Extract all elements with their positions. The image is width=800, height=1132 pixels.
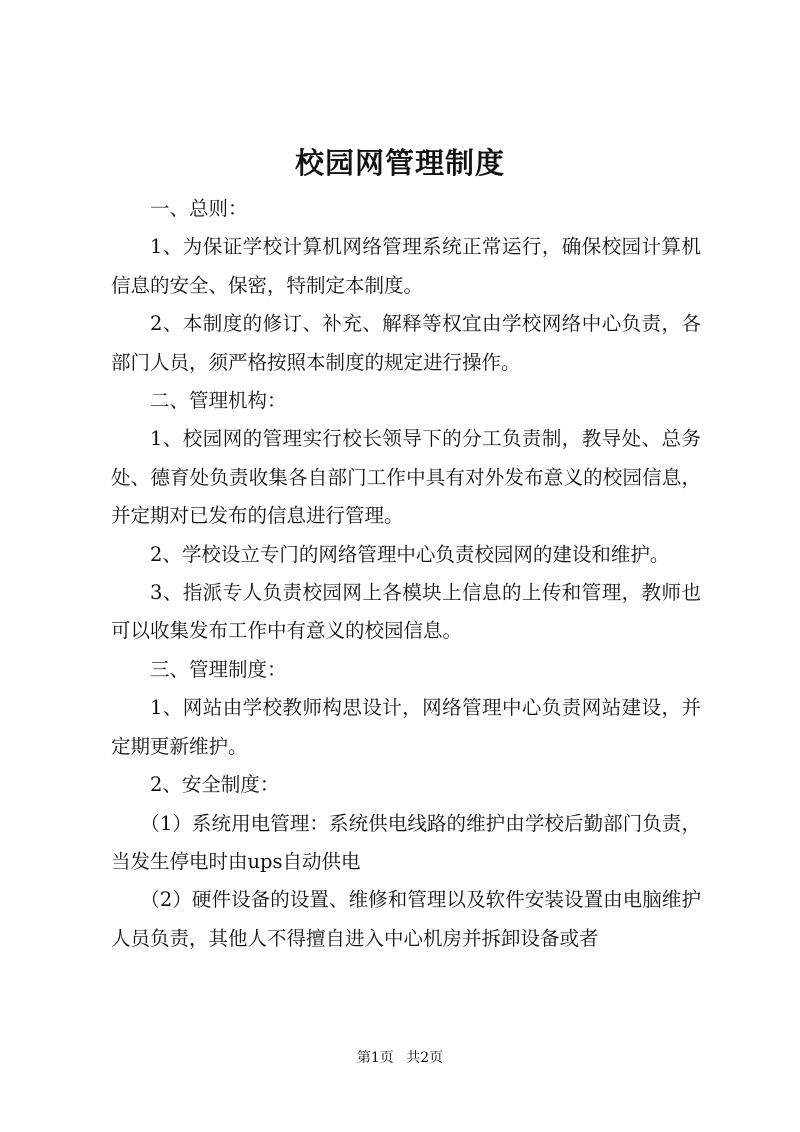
paragraph: 2、学校设立专门的网络管理中心负责校园网的建设和维护。	[150, 542, 670, 566]
page-total: 共2页	[406, 1050, 444, 1066]
paragraph: 3、指派专人负责校园网上各模块上信息的上传和管理，教师也可以收集发布工作中有意义的校园信息。	[111, 581, 701, 643]
paragraph: 2、安全制度：	[150, 773, 280, 797]
paragraph: 1、为保证学校计算机网络管理系统正常运行，确保校园计算机信息的安全、保密，特制定本制度。	[111, 235, 701, 297]
document-body	[111, 190, 701, 958]
section-heading-organization: 二、管理机构：	[150, 389, 287, 413]
page-footer	[0, 1048, 800, 1068]
section-heading-rules: 三、管理制度：	[150, 657, 287, 681]
document-title: 校园网管理制度	[294, 146, 505, 180]
paragraph: 1、网站由学校教师构思设计，网络管理中心负责网站建设，并定期更新维护。	[111, 696, 701, 758]
paragraph: （2）硬件设备的设置、维修和管理以及软件安装设置由电脑维护人员负责，其他人不得擅自进入中心机房并拆卸设备或者	[111, 888, 701, 950]
page-number: 第1页	[356, 1050, 394, 1066]
paragraph: 1、校园网的管理实行校长领导下的分工负责制，教导处、总务处、德育处负责收集各自部门工作中具有对外发布意义的校园信息，并定期对已发布的信息进行管理。	[111, 427, 701, 528]
paragraph: （1）系统用电管理：系统供电线路的维护由学校后勤部门负责，当发生停电时由ups自动供电	[111, 811, 701, 873]
section-heading-general: 一、总则：	[150, 197, 248, 220]
paragraph: 2、本制度的修订、补充、解释等权宜由学校网络中心负责，各部门人员，须严格按照本制度的规定进行操作。	[111, 312, 701, 374]
